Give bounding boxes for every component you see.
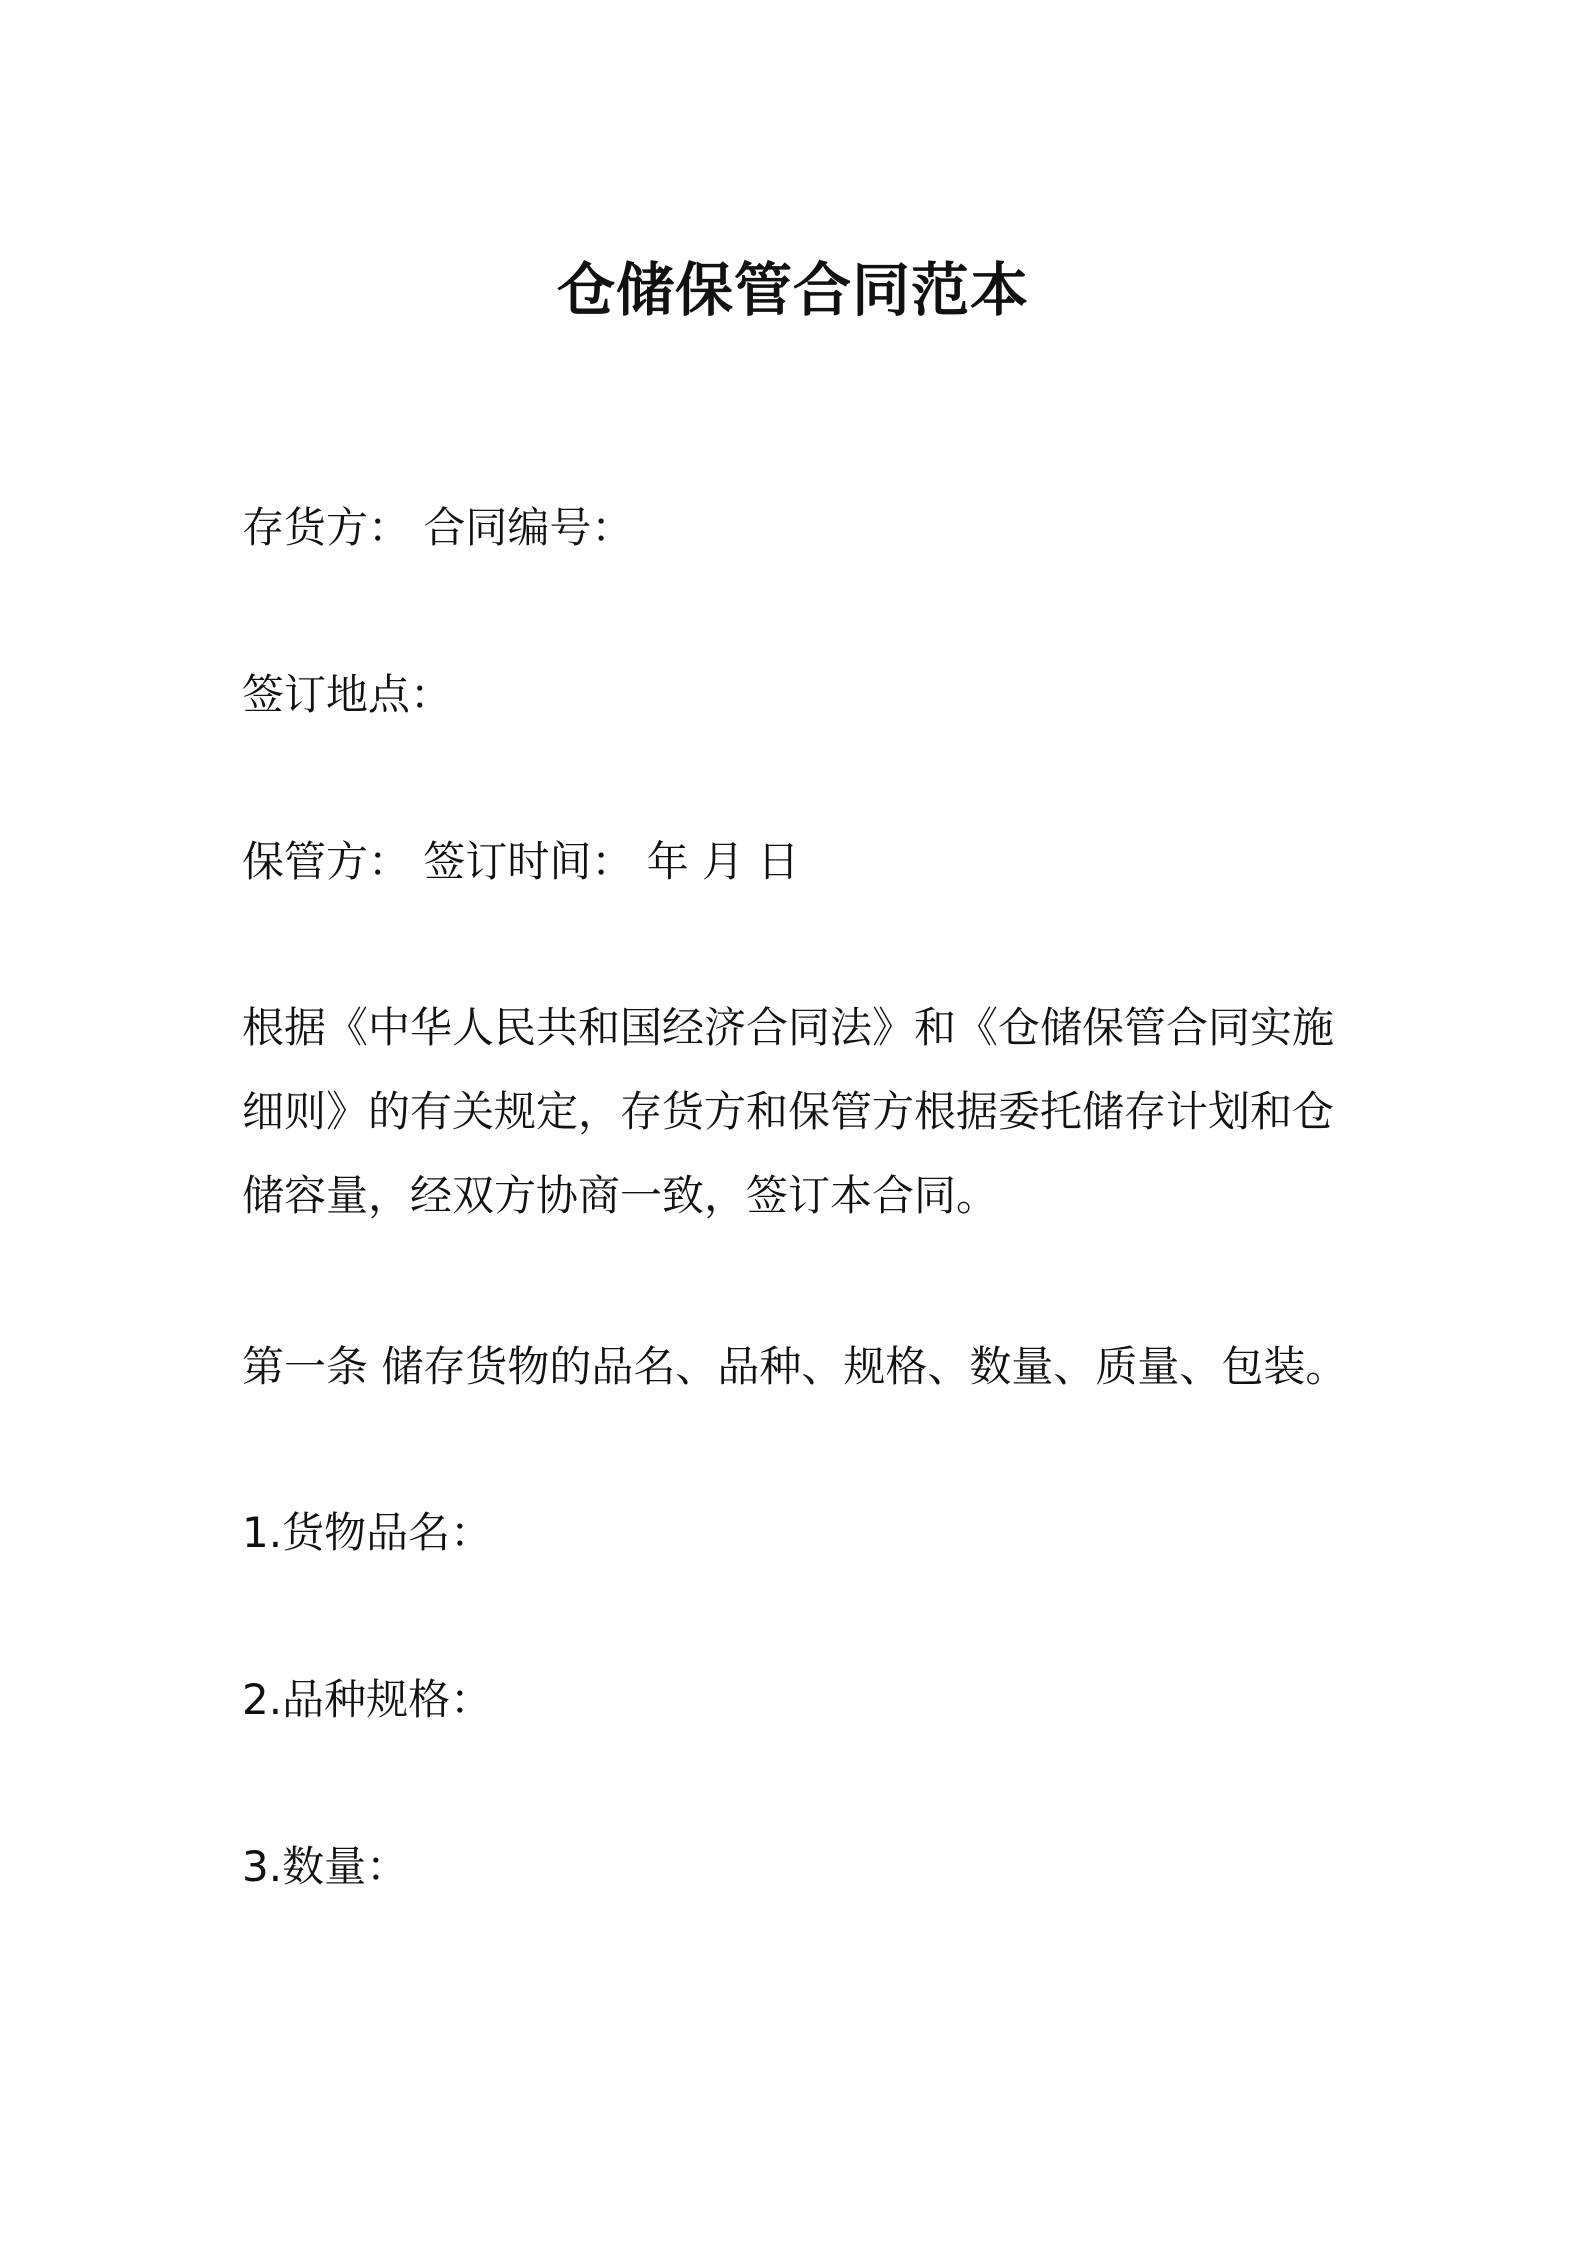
signing-place-line: 签订地点： (242, 670, 453, 719)
depositor-contract-number-line: 存货方： 合同编号： (242, 503, 634, 552)
intro-paragraph (242, 986, 1362, 1238)
custodian-signing-date-line: 保管方： 签订时间： 年 月 日 (242, 837, 800, 886)
intro-line: 储容量，经双方协商一致，签订本合同。 (242, 1171, 999, 1220)
article-1-heading: 第一条 储存货物的品名、品种、规格、数量、质量、包装。 (242, 1342, 1348, 1391)
document-title: 仓储保管合同范本 (556, 256, 1029, 324)
intro-line: 细则》的有关规定，存货方和保管方根据委托储存计划和仓 (242, 1087, 1335, 1136)
item-variety-spec: 2.品种规格： (242, 1675, 493, 1724)
item-goods-name: 1.货物品名： (242, 1508, 493, 1557)
intro-line: 根据《中华人民共和国经济合同法》和《仓储保管合同实施 (242, 1003, 1335, 1052)
item-quantity: 3.数量： (242, 1842, 409, 1891)
